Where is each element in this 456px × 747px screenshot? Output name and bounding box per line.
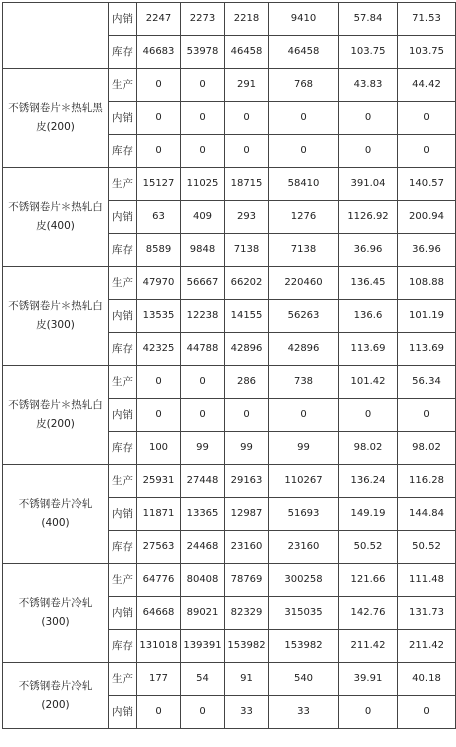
steel-data-table [2,2,456,729]
value-cell: 43.83 [339,69,398,102]
value-cell: 58410 [269,168,339,201]
value-cell: 293 [225,201,269,234]
row-type-label: 内销 [109,102,137,135]
table-row [3,366,456,399]
value-cell: 0 [398,399,456,432]
table-row [3,465,456,498]
value-cell: 98.02 [339,432,398,465]
value-cell: 0 [339,399,398,432]
row-type-label: 内销 [109,597,137,630]
value-cell: 139391 [181,630,225,663]
row-type-label: 库存 [109,234,137,267]
value-cell: 11025 [181,168,225,201]
value-cell: 63 [137,201,181,234]
value-cell: 291 [225,69,269,102]
value-cell: 46458 [225,36,269,69]
value-cell: 46458 [269,36,339,69]
value-cell: 18715 [225,168,269,201]
value-cell: 36.96 [398,234,456,267]
value-cell: 140.57 [398,168,456,201]
category-name: 不锈钢卷片冷轧(400) [3,465,109,564]
value-cell: 23160 [269,531,339,564]
category-name: 不锈钢卷片＊热轧黑皮(200) [3,69,109,168]
value-cell: 0 [225,399,269,432]
value-cell: 9410 [269,3,339,36]
value-cell: 0 [181,366,225,399]
value-cell: 15127 [137,168,181,201]
value-cell: 82329 [225,597,269,630]
value-cell: 0 [181,135,225,168]
value-cell: 91 [225,663,269,696]
value-cell: 0 [137,135,181,168]
row-type-label: 内销 [109,498,137,531]
value-cell: 42896 [269,333,339,366]
value-cell: 0 [181,102,225,135]
row-type-label: 生产 [109,267,137,300]
category-name: 不锈钢卷片冷轧(300) [3,564,109,663]
value-cell: 0 [398,102,456,135]
value-cell: 54 [181,663,225,696]
value-cell: 25931 [137,465,181,498]
row-type-label: 库存 [109,630,137,663]
row-type-label: 生产 [109,663,137,696]
value-cell: 0 [398,696,456,729]
row-type-label: 内销 [109,201,137,234]
value-cell: 13535 [137,300,181,333]
value-cell: 99 [225,432,269,465]
value-cell: 27448 [181,465,225,498]
value-cell: 738 [269,366,339,399]
value-cell: 131.73 [398,597,456,630]
value-cell: 113.69 [398,333,456,366]
value-cell: 149.19 [339,498,398,531]
category-name: 不锈钢卷片＊热轧白皮(200) [3,366,109,465]
value-cell: 80408 [181,564,225,597]
value-cell: 46683 [137,36,181,69]
value-cell: 12238 [181,300,225,333]
value-cell: 101.42 [339,366,398,399]
category-name: 不锈钢卷片冷轧(200) [3,663,109,729]
value-cell: 7138 [225,234,269,267]
value-cell: 64776 [137,564,181,597]
table-row [3,267,456,300]
value-cell: 29163 [225,465,269,498]
value-cell: 71.53 [398,3,456,36]
value-cell: 113.69 [339,333,398,366]
table-row [3,69,456,102]
row-type-label: 库存 [109,36,137,69]
value-cell: 0 [269,399,339,432]
row-type-label: 生产 [109,69,137,102]
value-cell: 13365 [181,498,225,531]
table-row [3,663,456,696]
value-cell: 0 [339,696,398,729]
value-cell: 136.24 [339,465,398,498]
value-cell: 50.52 [339,531,398,564]
value-cell: 56.34 [398,366,456,399]
value-cell: 7138 [269,234,339,267]
value-cell: 0 [137,69,181,102]
value-cell: 153982 [269,630,339,663]
table-body [3,3,456,729]
value-cell: 300258 [269,564,339,597]
row-type-label: 内销 [109,696,137,729]
value-cell: 0 [269,135,339,168]
value-cell: 0 [181,399,225,432]
value-cell: 110267 [269,465,339,498]
value-cell: 39.91 [339,663,398,696]
value-cell: 24468 [181,531,225,564]
value-cell: 100 [137,432,181,465]
value-cell: 136.6 [339,300,398,333]
value-cell: 0 [269,102,339,135]
value-cell: 0 [181,69,225,102]
value-cell: 9848 [181,234,225,267]
table-row [3,168,456,201]
value-cell: 0 [181,696,225,729]
value-cell: 0 [339,102,398,135]
value-cell: 2218 [225,3,269,36]
value-cell: 33 [225,696,269,729]
table-row [3,3,456,36]
row-type-label: 内销 [109,300,137,333]
value-cell: 78769 [225,564,269,597]
value-cell: 56263 [269,300,339,333]
row-type-label: 库存 [109,333,137,366]
value-cell: 42325 [137,333,181,366]
value-cell: 220460 [269,267,339,300]
value-cell: 131018 [137,630,181,663]
row-type-label: 生产 [109,168,137,201]
value-cell: 51693 [269,498,339,531]
value-cell: 40.18 [398,663,456,696]
value-cell: 142.76 [339,597,398,630]
value-cell: 56667 [181,267,225,300]
value-cell: 153982 [225,630,269,663]
value-cell: 0 [225,135,269,168]
value-cell: 768 [269,69,339,102]
value-cell: 89021 [181,597,225,630]
value-cell: 211.42 [398,630,456,663]
value-cell: 12987 [225,498,269,531]
row-type-label: 生产 [109,564,137,597]
value-cell: 8589 [137,234,181,267]
value-cell: 121.66 [339,564,398,597]
row-type-label: 内销 [109,399,137,432]
value-cell: 33 [269,696,339,729]
value-cell: 0 [398,135,456,168]
row-type-label: 生产 [109,366,137,399]
value-cell: 14155 [225,300,269,333]
value-cell: 136.45 [339,267,398,300]
value-cell: 108.88 [398,267,456,300]
value-cell: 0 [339,135,398,168]
value-cell: 11871 [137,498,181,531]
value-cell: 99 [269,432,339,465]
value-cell: 50.52 [398,531,456,564]
row-type-label: 生产 [109,465,137,498]
value-cell: 144.84 [398,498,456,531]
value-cell: 391.04 [339,168,398,201]
value-cell: 98.02 [398,432,456,465]
value-cell: 409 [181,201,225,234]
row-type-label: 库存 [109,432,137,465]
value-cell: 0 [137,696,181,729]
value-cell: 57.84 [339,3,398,36]
value-cell: 177 [137,663,181,696]
value-cell: 116.28 [398,465,456,498]
category-cell-empty [3,3,109,69]
table-row [3,564,456,597]
value-cell: 23160 [225,531,269,564]
value-cell: 0 [137,366,181,399]
value-cell: 111.48 [398,564,456,597]
value-cell: 53978 [181,36,225,69]
value-cell: 36.96 [339,234,398,267]
value-cell: 99 [181,432,225,465]
value-cell: 101.19 [398,300,456,333]
category-name: 不锈钢卷片＊热轧白皮(300) [3,267,109,366]
value-cell: 2247 [137,3,181,36]
value-cell: 211.42 [339,630,398,663]
value-cell: 64668 [137,597,181,630]
value-cell: 47970 [137,267,181,300]
value-cell: 103.75 [339,36,398,69]
value-cell: 286 [225,366,269,399]
value-cell: 0 [137,102,181,135]
value-cell: 1276 [269,201,339,234]
value-cell: 540 [269,663,339,696]
value-cell: 2273 [181,3,225,36]
value-cell: 0 [137,399,181,432]
value-cell: 0 [225,102,269,135]
value-cell: 44788 [181,333,225,366]
value-cell: 103.75 [398,36,456,69]
value-cell: 44.42 [398,69,456,102]
row-type-label: 内销 [109,3,137,36]
row-type-label: 库存 [109,531,137,564]
row-type-label: 库存 [109,135,137,168]
category-name: 不锈钢卷片＊热轧白皮(400) [3,168,109,267]
value-cell: 66202 [225,267,269,300]
value-cell: 315035 [269,597,339,630]
value-cell: 42896 [225,333,269,366]
value-cell: 1126.92 [339,201,398,234]
value-cell: 27563 [137,531,181,564]
value-cell: 200.94 [398,201,456,234]
